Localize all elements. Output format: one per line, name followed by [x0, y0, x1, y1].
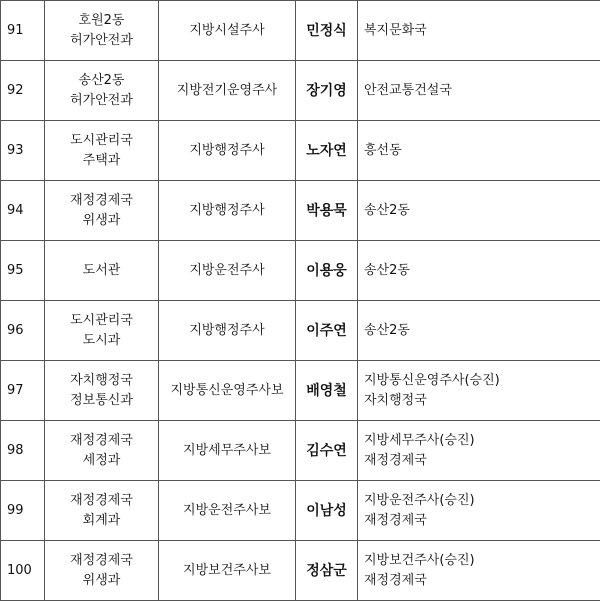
row-number-cell: 100 — [1, 541, 45, 601]
assignment-line: 지방세무주사(승진) — [364, 431, 600, 451]
table-row — [1, 241, 600, 301]
current-department-cell — [45, 421, 159, 481]
new-assignment-cell — [358, 61, 600, 121]
person-name-cell: 이남성 — [296, 481, 358, 541]
row-number-cell: 98 — [1, 421, 45, 481]
current-department-cell — [45, 541, 159, 601]
department-line: 위생과 — [45, 571, 158, 591]
person-name-cell: 민정식 — [296, 1, 358, 61]
assignment-line: 지방통신운영주사(승진) — [364, 371, 600, 391]
person-name-cell: 노자연 — [296, 121, 358, 181]
assignment-line: 복지문화국 — [364, 21, 600, 41]
assignment-line: 송산2동 — [364, 321, 600, 341]
table-row — [1, 361, 600, 421]
new-assignment-cell — [358, 181, 600, 241]
row-number-cell: 92 — [1, 61, 45, 121]
department-line: 재정경제국 — [45, 491, 158, 511]
current-department-cell — [45, 1, 159, 61]
current-department-cell — [45, 61, 159, 121]
row-number-cell: 93 — [1, 121, 45, 181]
assignment-line: 안전교통건설국 — [364, 81, 600, 101]
assignment-line: 재정경제국 — [364, 511, 600, 531]
new-assignment-cell — [358, 481, 600, 541]
row-number-cell: 91 — [1, 1, 45, 61]
department-line: 허가안전과 — [45, 31, 158, 51]
department-line: 도시관리국 — [45, 311, 158, 331]
row-number-cell: 95 — [1, 241, 45, 301]
current-department-cell — [45, 181, 159, 241]
rank-cell: 지방행정주사 — [159, 301, 296, 361]
assignment-line: 지방보건주사(승진) — [364, 551, 600, 571]
assignment-line: 지방운전주사(승진) — [364, 491, 600, 511]
personnel-table-body — [1, 1, 600, 601]
new-assignment-cell — [358, 1, 600, 61]
current-department-cell — [45, 301, 159, 361]
rank-cell: 지방통신운영주사보 — [159, 361, 296, 421]
table-row — [1, 541, 600, 601]
new-assignment-cell — [358, 301, 600, 361]
row-number-cell: 94 — [1, 181, 45, 241]
assignment-line: 자치행정국 — [364, 391, 600, 411]
person-name-cell: 정삼군 — [296, 541, 358, 601]
table-row — [1, 481, 600, 541]
rank-cell: 지방시설주사 — [159, 1, 296, 61]
person-name-cell: 장기영 — [296, 61, 358, 121]
table-row — [1, 181, 600, 241]
person-name-cell: 이주연 — [296, 301, 358, 361]
new-assignment-cell — [358, 121, 600, 181]
department-line: 도시관리국 — [45, 131, 158, 151]
assignment-line: 송산2동 — [364, 261, 600, 281]
new-assignment-cell — [358, 421, 600, 481]
rank-cell: 지방운전주사 — [159, 241, 296, 301]
department-line: 정보통신과 — [45, 391, 158, 411]
rank-cell: 지방행정주사 — [159, 121, 296, 181]
current-department-cell — [45, 241, 159, 301]
assignment-line: 재정경제국 — [364, 451, 600, 471]
table-row — [1, 1, 600, 61]
department-line: 송산2동 — [45, 71, 158, 91]
department-line: 허가안전과 — [45, 91, 158, 111]
rank-cell: 지방세무주사보 — [159, 421, 296, 481]
row-number-cell: 96 — [1, 301, 45, 361]
assignment-line: 흥선동 — [364, 141, 600, 161]
new-assignment-cell — [358, 541, 600, 601]
rank-cell: 지방전기운영주사 — [159, 61, 296, 121]
table-row — [1, 301, 600, 361]
person-name-cell: 이용웅 — [296, 241, 358, 301]
current-department-cell — [45, 361, 159, 421]
department-line: 도시과 — [45, 331, 158, 351]
rank-cell: 지방보건주사보 — [159, 541, 296, 601]
current-department-cell — [45, 121, 159, 181]
new-assignment-cell — [358, 361, 600, 421]
department-line: 자치행정국 — [45, 371, 158, 391]
table-row — [1, 61, 600, 121]
rank-cell: 지방행정주사 — [159, 181, 296, 241]
department-line: 재정경제국 — [45, 431, 158, 451]
current-department-cell — [45, 481, 159, 541]
person-name-cell: 박용묵 — [296, 181, 358, 241]
rank-cell: 지방운전주사보 — [159, 481, 296, 541]
person-name-cell: 김수연 — [296, 421, 358, 481]
department-line: 세정과 — [45, 451, 158, 471]
table-row — [1, 121, 600, 181]
department-line: 도서관 — [45, 261, 158, 281]
department-line: 호원2동 — [45, 11, 158, 31]
table-row — [1, 421, 600, 481]
person-name-cell: 배영철 — [296, 361, 358, 421]
row-number-cell: 99 — [1, 481, 45, 541]
department-line: 위생과 — [45, 211, 158, 231]
department-line: 주택과 — [45, 151, 158, 171]
assignment-line: 재정경제국 — [364, 571, 600, 591]
department-line: 회계과 — [45, 511, 158, 531]
department-line: 재정경제국 — [45, 551, 158, 571]
department-line: 재정경제국 — [45, 191, 158, 211]
assignment-line: 송산2동 — [364, 201, 600, 221]
row-number-cell: 97 — [1, 361, 45, 421]
new-assignment-cell — [358, 241, 600, 301]
